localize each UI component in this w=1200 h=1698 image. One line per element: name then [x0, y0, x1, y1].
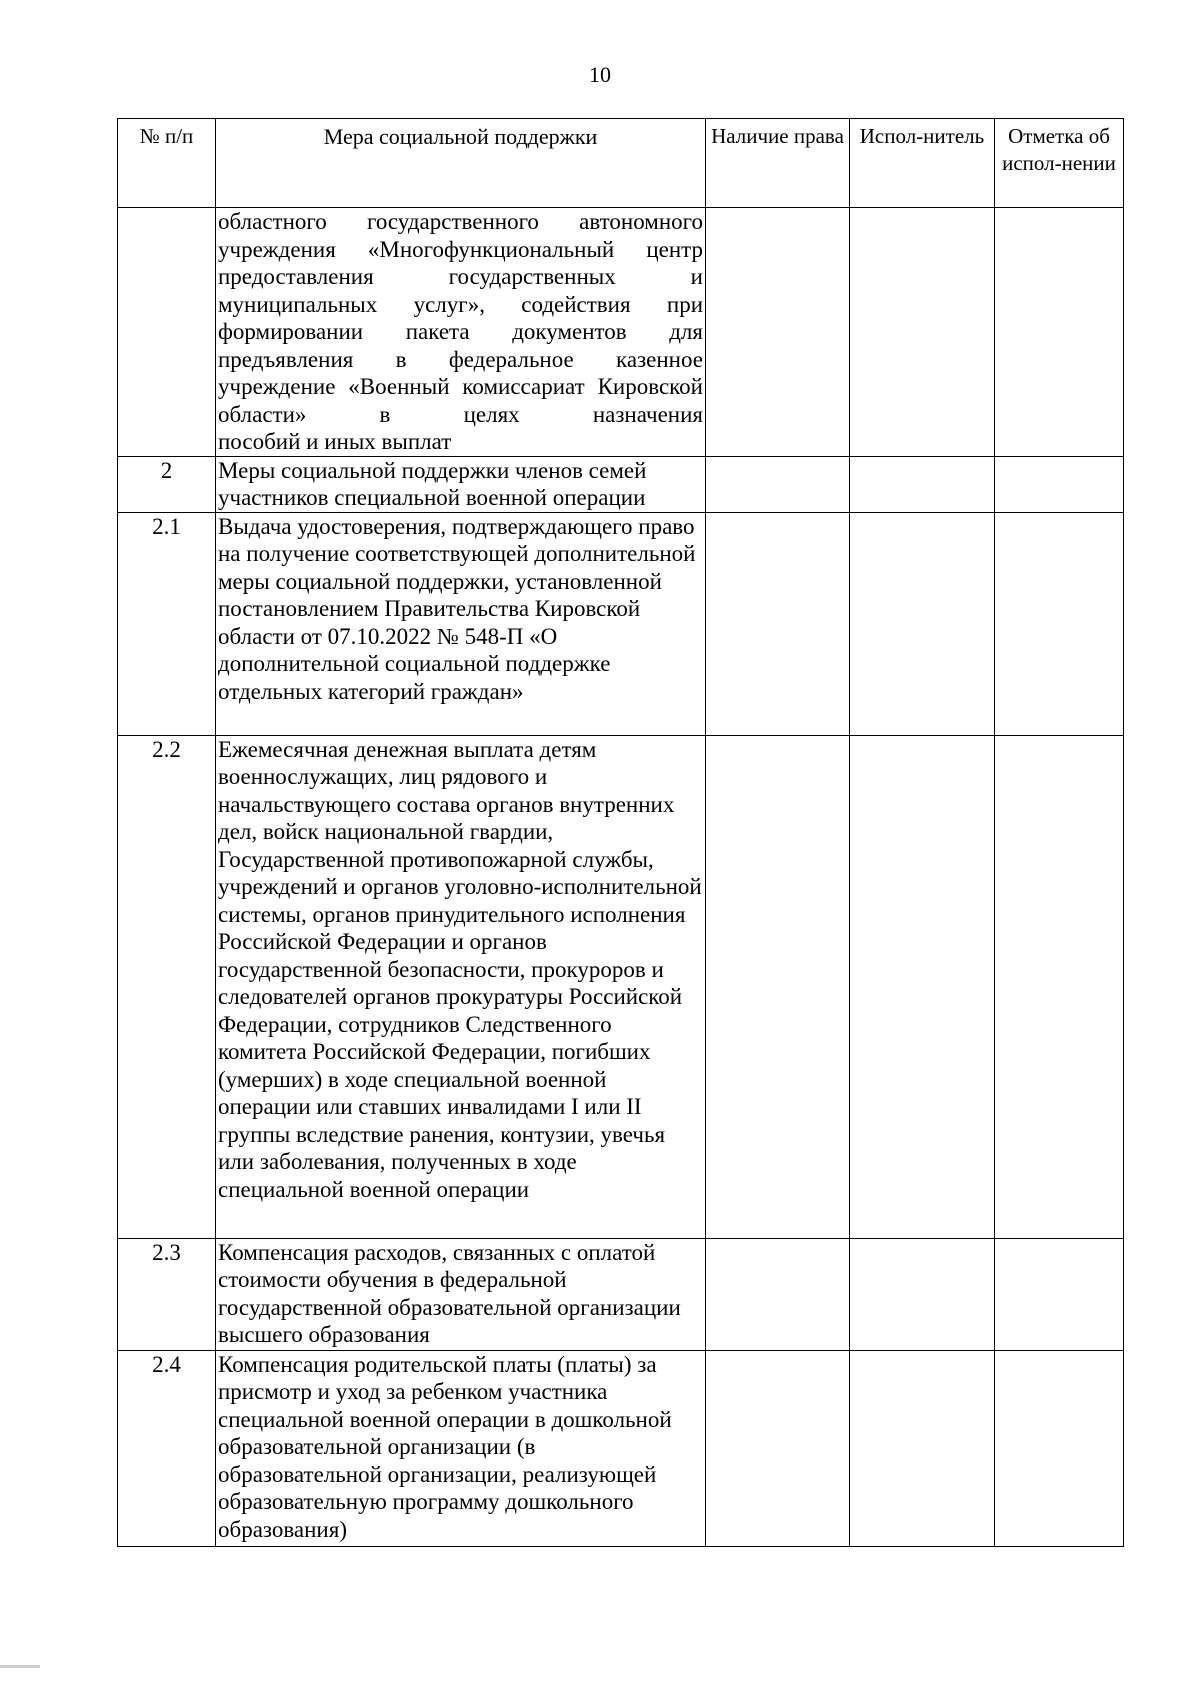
table-header-row: [118, 119, 1124, 208]
row-measure: Компенсация расходов, связанных с оплатой стоимости обучения в федеральной государственной образовательной организации высшего образования: [216, 1238, 706, 1350]
row-executor-cell: [850, 512, 995, 735]
row-mark-cell: [995, 735, 1124, 1238]
table-row: [118, 208, 1124, 457]
row-mark-cell: [995, 1350, 1124, 1546]
header-right: Наличие права: [706, 119, 850, 208]
table-row: [118, 456, 1124, 512]
row-mark-cell: [995, 208, 1124, 457]
table-row: [118, 1238, 1124, 1350]
row-mark-cell: [995, 1238, 1124, 1350]
row-number: 2.4: [118, 1350, 216, 1546]
page-number: 10: [589, 62, 611, 87]
table-row: [118, 1350, 1124, 1546]
row-right-cell: [706, 208, 850, 457]
row-measure: Компенсация родительской платы (платы) за присмотр и уход за ребенком участника специальной военной операции в дошкольной образовательной организации (в образовательной организации, реализующей образовательную программу дошкольного образования): [216, 1350, 706, 1546]
social-support-table: [117, 118, 1124, 1547]
table-row: [118, 735, 1124, 1238]
row-number: 2.3: [118, 1238, 216, 1350]
row-executor-cell: [850, 208, 995, 457]
row-number: [118, 208, 216, 457]
header-executor: Испол-нитель: [850, 119, 995, 208]
header-number: № п/п: [118, 119, 216, 208]
row-mark-cell: [995, 512, 1124, 735]
row-measure-text: областного государственного автономного учреждения «Многофункциональный центр предоставления государственных и муниципальных услуг», содействия при формировании пакета документов для предъявления в федеральное казенное учреждение «Военный комиссариат Кировской области» в целях назначения: [218, 209, 703, 427]
row-number: 2.1: [118, 512, 216, 735]
row-executor-cell: [850, 735, 995, 1238]
row-executor-cell: [850, 1238, 995, 1350]
row-measure: [216, 208, 706, 457]
row-measure: Меры социальной поддержки членов семей участников специальной военной операции: [216, 456, 706, 512]
row-executor-cell: [850, 1350, 995, 1546]
header-mark: Отметка об испол-нении: [995, 119, 1124, 208]
row-measure: Выдача удостоверения, подтверждающего право на получение соответствующей дополнительной меры социальной поддержки, установленной постановлением Правительства Кировской области от 07.10.2022 № 548-П «О дополнительной социальной поддержке отдельных категорий граждан»: [216, 512, 706, 735]
row-mark-cell: [995, 456, 1124, 512]
table-row: [118, 512, 1124, 735]
row-right-cell: [706, 735, 850, 1238]
row-measure-last-line: пособий и иных выплат: [218, 429, 452, 454]
header-measure: Мера социальной поддержки: [216, 119, 706, 208]
row-right-cell: [706, 512, 850, 735]
row-right-cell: [706, 1238, 850, 1350]
row-measure: Ежемесячная денежная выплата детям военнослужащих, лиц рядового и начальствующего состава органов внутренних дел, войск национальной гвардии, Государственной противопожарной службы, учреждений и органов уголовно-исполнительной системы, органов принудительного исполнения Российской Федерации и органов государственной безопасности, прокуроров и следователей органов прокуратуры Российской Федерации, сотрудников Следственного комитета Российской Федерации, погибших (умерших) в ходе специальной военной операции или ставших инвалидами I или II группы вследствие ранения, контузии, увечья или заболевания, полученных в ходе специальной военной операции: [216, 735, 706, 1238]
row-number: 2.2: [118, 735, 216, 1238]
row-number: 2: [118, 456, 216, 512]
row-right-cell: [706, 456, 850, 512]
row-executor-cell: [850, 456, 995, 512]
row-right-cell: [706, 1350, 850, 1546]
scan-edge-mark: [0, 1665, 40, 1668]
